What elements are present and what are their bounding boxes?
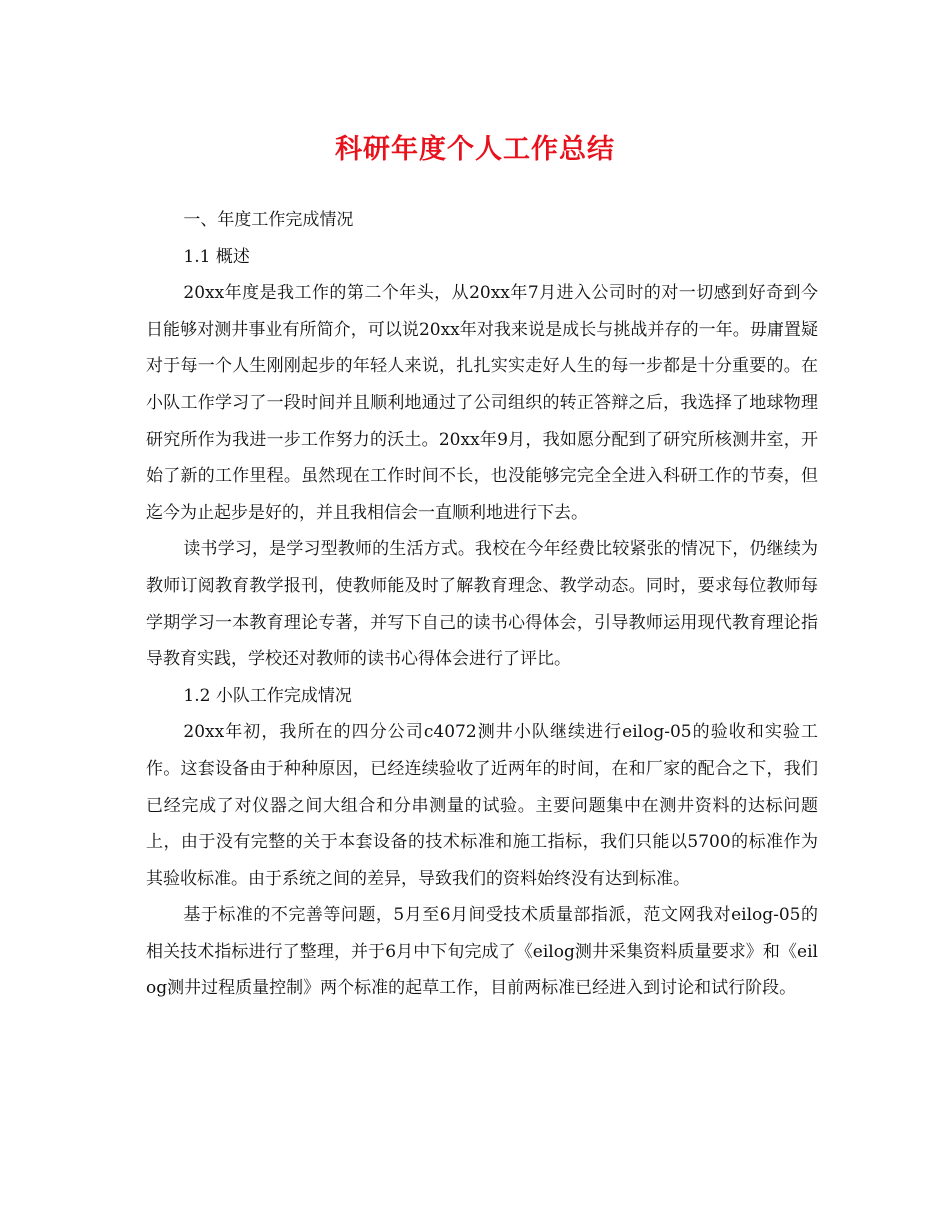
paragraph-overview: 20xx年度是我工作的第二个年头，从20xx年7月进入公司时的对一切感到好奇到今日能够对测井事业有所简介，可以说20xx年对我来说是成长与挑战并存的一年。毋庸置疑对于每一个人生刚刚起步的年轻人来说，扎扎实实走好人生的每一步都是十分重要的。在小队工作学习了一段时间并且顺利地通过了公司组织的转正答辩之后，我选择了地球物理研究所作为我进一步工作努力的沃土。20xx年9月，我如愿分配到了研究所核测井室，开始了新的工作里程。虽然现在工作时间不长，也没能够完完全全进入科研工作的节奏，但迄今为止起步是好的，并且我相信会一直顺利地进行下去。 (146, 283, 818, 523)
subsection-heading-1-1: 1.1 概述 (183, 246, 250, 267)
paragraph-standards: 基于标准的不完善等问题，5月至6月间受技术质量部指派，范文网我对eilog-05的相关技术指标进行了整理，并于6月中下旬完成了《eilog测井采集资料质量要求》和《eilog测井过程质量控制》两个标准的起草工作，目前两标准已经进入到讨论和试行阶段。 (146, 905, 818, 999)
section-heading-1: 一、年度工作完成情况 (183, 210, 354, 230)
paragraph-reading-study: 读书学习，是学习型教师的生活方式。我校在今年经费比较紧张的情况下，仍继续为教师订阅教育教学报刊，使教师能及时了解教育理念、教学动态。同时，要求每位教师每学期学习一本教育理论专著，并写下自己的读书心得体会，引导教师运用现代教育理论指导教育实践，学校还对教师的读书心得体会进行了评比。 (146, 539, 818, 670)
document-title: 科研年度个人工作总结 (335, 134, 615, 165)
document-body (146, 202, 818, 1007)
paragraph-team-work: 20xx年初，我所在的四分公司c4072测井小队继续进行eilog-05的验收和实验工作。这套设备由于种种原因，已经连续验收了近两年的时间，在和厂家的配合之下，我们已经完成了对仪器之间大组合和分串测量的试验。主要问题集中在测井资料的达标问题上，由于没有完整的关于本套设备的技术标准和施工指标，我们只能以5700的标准作为其验收标准。由于系统之间的差异，导致我们的资料始终没有达到标准。 (146, 722, 818, 889)
subsection-heading-1-2: 1.2 小队工作完成情况 (183, 685, 352, 706)
